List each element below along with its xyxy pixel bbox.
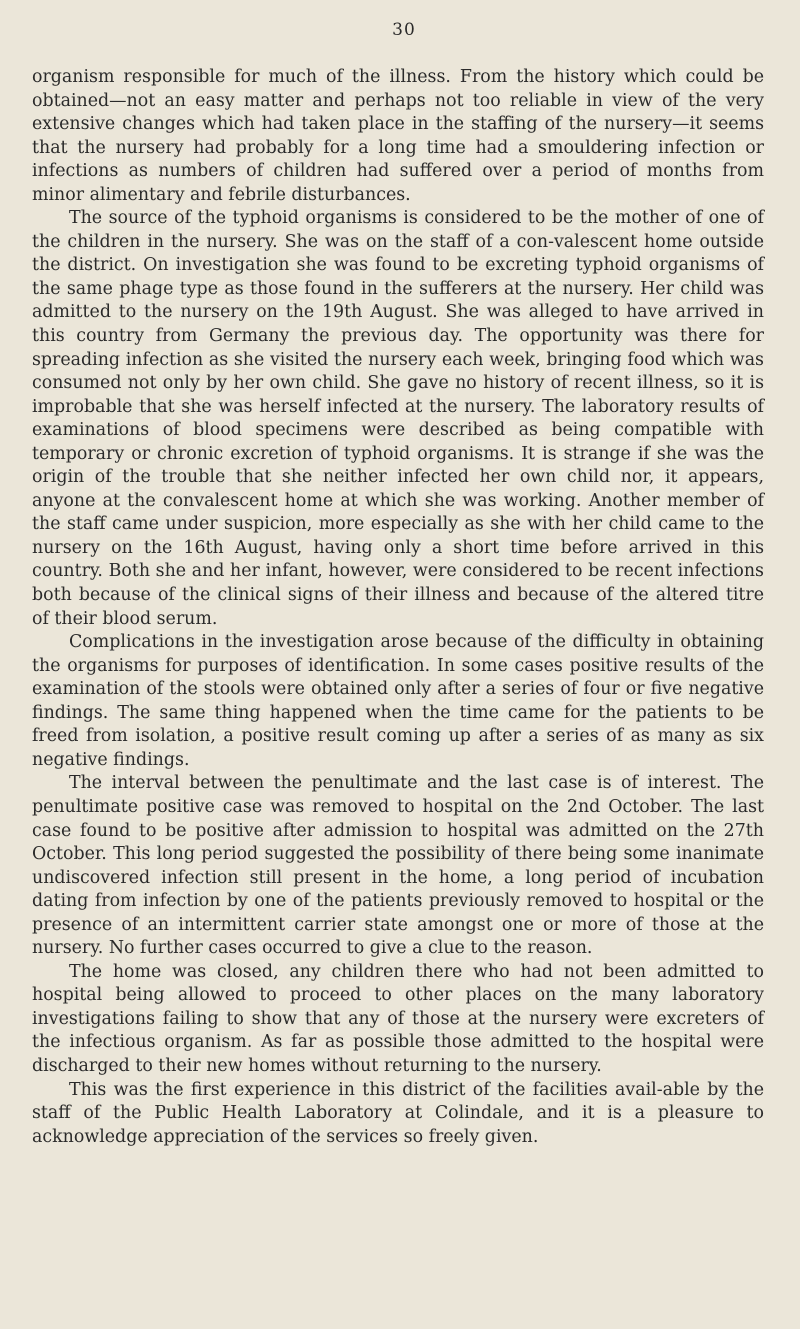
paragraph-complications: Complications in the investigation arose because of the difficulty in obtaining the organisms for purposes of identification. In some cases positive results of the examination of the stools were obtained only after a series of four or five negative findings. The same thing happened when the time came for the patients to be freed from isolation, a positive result coming up after a series of as many as six negative findings. xyxy=(32,632,764,770)
paragraph-interval: The interval between the penultimate and the last case is of interest. The penultimate positive case was removed to hospital on the 2nd October. The last case found to be positive after admission to hospital was admitted on the 27th October. This long period suggested the possibility of there being some inanimate undiscovered infection still present in the home, a long period of incubation dating from infection by one of the patients previously removed to hospital or the presence of an intermittent carrier state amongst one or more of those at the nursery. No further cases occurred to give a clue to the reason. xyxy=(32,773,764,959)
page-number: 30 xyxy=(392,20,416,40)
paragraph-home-closed: The home was closed, any children there who had not been admitted to hospital being allowed to proceed to other places on the many laboratory investigations failing to show that any of those at the nursery were excreters of the infectious organism. As far as possible those admitted to the hospital were discharged to their new homes without returning to the nursery. xyxy=(32,961,764,1076)
paragraph-acknowledgement: This was the first experience in this district of the facilities avail-able by the staff of the Public Health Laboratory at Colindale, and it is a pleasure to acknowledge appreciation of the services so freely given. xyxy=(32,1079,764,1147)
paragraph-continued-organism: organism responsible for much of the illness. From the history which could be obtained—not an easy matter and perhaps not too reliable in view of the very extensive changes which had taken place in the staffing of the nursery—it seems that the nursery had probably for a long time had a smouldering infection or infections as numbers of children had suffered over a period of months from minor alimentary and febrile disturbances. xyxy=(32,67,764,205)
paragraph-source-of-typhoid: The source of the typhoid organisms is considered to be the mother of one of the children in the nursery. She was on the staff of a con-valescent home outside the district. On investigation she was found to be excreting typhoid organisms of the same phage type as those found in the sufferers at the nursery. Her child was admitted to the nursery on the 19th August. She was alleged to have arrived in this country from Germany the previous day. The opportunity was there for spreading infection as she visited the nursery each week, bringing food which was consumed not only by her own child. She gave no history of recent illness, so it is improbable that she was herself infected at the nursery. The laboratory results of examinations of blood specimens were described as being compatible with temporary or chronic excretion of typhoid organisms. It is strange if she was the origin of the trouble that she neither infected her own child nor, it appears, anyone at the convalescent home at which she was working. Another member of the staff came under suspicion, more especially as she with her child came to the nursery on the 16th August, having only a short time before arrived in this country. Both she and her infant, however, were considered to be recent infections both because of the clinical signs of their illness and because of the altered titre of their blood serum. xyxy=(32,208,764,629)
